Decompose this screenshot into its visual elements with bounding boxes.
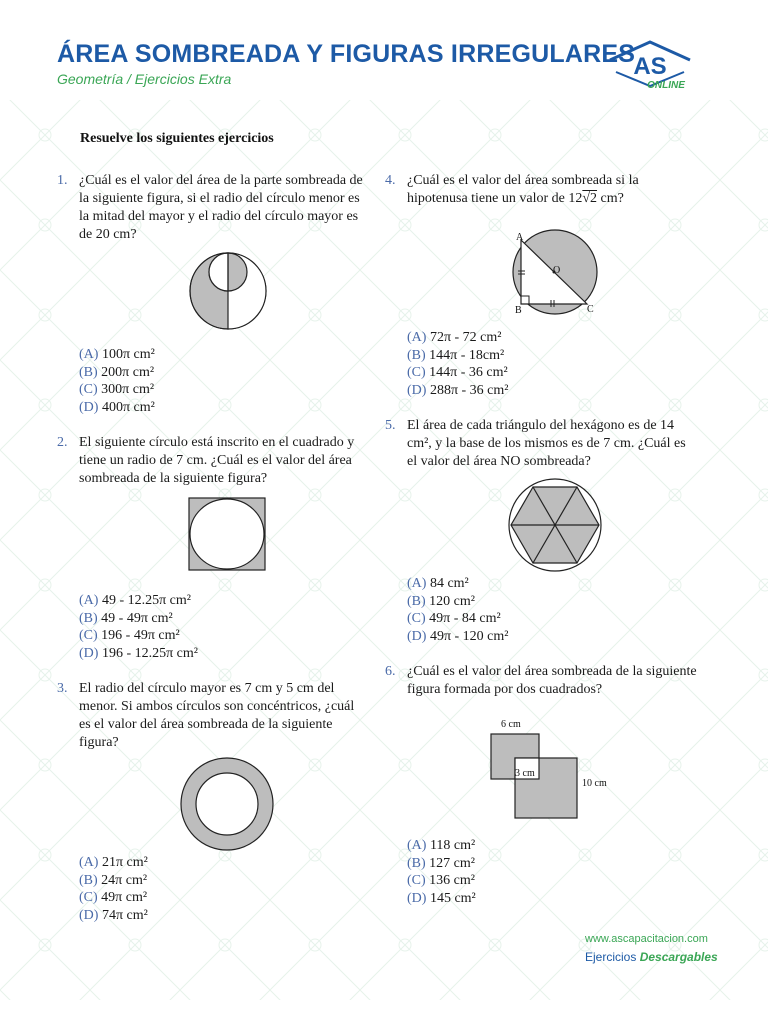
question-text: El siguiente círculo está inscrito en el cuadrado y tiene un radio de 7 cm. ¿Cuál es el valor del área sombreada de la siguiente figura? xyxy=(79,435,355,486)
figure-concentric-ring xyxy=(179,756,275,852)
vertex-label-b: B xyxy=(515,305,522,316)
option-b[interactable]: (B) 144π - 18cm² xyxy=(407,347,505,363)
option-d[interactable]: (D) 400π cm² xyxy=(79,399,155,415)
question-4 xyxy=(385,172,697,208)
option-b[interactable]: (B) 49 - 49π cm² xyxy=(79,610,173,626)
figure-hexagon-in-circle xyxy=(505,478,605,572)
option-a[interactable]: (A) 100π cm² xyxy=(79,347,155,362)
question-6 xyxy=(385,663,697,699)
figure-overlapping-squares xyxy=(485,715,615,820)
page-subtitle: Geometría / Ejercicios Extra xyxy=(57,71,232,87)
options-5 xyxy=(407,575,508,645)
option-c[interactable]: (C) 144π - 36 cm² xyxy=(407,365,508,380)
option-a[interactable]: (A) 118 cm² xyxy=(407,838,476,853)
option-a[interactable]: (A) 21π cm² xyxy=(79,855,148,870)
option-b[interactable]: (B) 200π cm² xyxy=(79,364,155,380)
option-d[interactable]: (D) 145 cm² xyxy=(407,890,476,906)
question-number: 5. xyxy=(385,418,396,433)
figure-circle-in-square xyxy=(188,497,268,571)
question-text: ¿Cuál es el valor del área de la parte sombreada de la siguiente figura, si el radio del círculo menor es la mitad del mayor y el radio del círculo mayor es de 20 cm? xyxy=(79,173,363,242)
label-3cm: 3 cm xyxy=(515,768,535,779)
question-text: ¿Cuál es el valor del área sombreada de la siguiente figura formada por dos cuadrados? xyxy=(407,664,697,697)
question-5 xyxy=(385,417,697,471)
options-1 xyxy=(79,346,155,416)
page-title: ÁREA SOMBREADA Y FIGURAS IRREGULARES xyxy=(57,40,636,68)
label-10cm: 10 cm xyxy=(582,778,607,789)
option-c[interactable]: (C) 49π - 84 cm² xyxy=(407,611,501,626)
option-d[interactable]: (D) 49π - 120 cm² xyxy=(407,628,509,644)
option-c[interactable]: (C) 136 cm² xyxy=(407,873,475,888)
footer-description: Ejercicios Descargables xyxy=(585,950,718,964)
vertex-label-a: A xyxy=(516,232,524,243)
instructions: Resuelve los siguientes ejercicios xyxy=(80,131,274,146)
question-text: El área de cada triángulo del hexágono es de 14 cm², y la base de los mismos es de 7 cm. ¿Cuál es el valor del área NO sombreada? xyxy=(407,418,686,469)
option-b[interactable]: (B) 24π cm² xyxy=(79,872,148,888)
question-number: 2. xyxy=(57,435,68,450)
question-number: 1. xyxy=(57,173,68,188)
question-number: 3. xyxy=(57,681,68,696)
options-2 xyxy=(79,592,198,662)
option-d[interactable]: (D) 74π cm² xyxy=(79,907,148,923)
option-b[interactable]: (B) 120 cm² xyxy=(407,593,475,609)
label-6cm: 6 cm xyxy=(501,719,521,730)
vertex-label-c: C xyxy=(587,304,594,315)
option-d[interactable]: (D) 288π - 36 cm² xyxy=(407,382,509,398)
option-a[interactable]: (A) 49 - 12.25π cm² xyxy=(79,593,191,608)
figure-triangle-in-circle xyxy=(510,228,600,318)
question-text: El radio del círculo mayor es 7 cm y 5 cm del menor. Si ambos círculos son concéntricos, ¿cuál es el valor del área sombreada de la siguiente figura? xyxy=(79,681,355,750)
as-online-logo xyxy=(604,38,696,94)
option-a[interactable]: (A) 72π - 72 cm² xyxy=(407,330,502,345)
options-6 xyxy=(407,837,476,907)
question-3 xyxy=(57,680,359,752)
question-number: 6. xyxy=(385,664,396,679)
logo-tag: ONLINE xyxy=(647,80,685,91)
option-c[interactable]: (C) 49π cm² xyxy=(79,890,148,905)
question-text: ¿Cuál es el valor del área sombreada si la hipotenusa tiene un valor de 12√2 cm? xyxy=(407,173,639,206)
option-c[interactable]: (C) 300π cm² xyxy=(79,382,155,397)
question-number: 4. xyxy=(385,173,396,188)
radical-sqrt2: √2 xyxy=(582,191,598,206)
footer-url[interactable]: www.ascapacitacion.com xyxy=(585,933,708,945)
logo-mark: AS xyxy=(633,53,667,80)
question-1 xyxy=(57,172,369,244)
figure-yin-yang-circles xyxy=(188,251,268,331)
options-4 xyxy=(407,329,508,399)
center-label-o: O xyxy=(553,265,561,276)
option-d[interactable]: (D) 196 - 12.25π cm² xyxy=(79,645,198,661)
options-3 xyxy=(79,854,148,924)
option-b[interactable]: (B) 127 cm² xyxy=(407,855,475,871)
question-2 xyxy=(57,434,371,488)
option-a[interactable]: (A) 84 cm² xyxy=(407,576,469,591)
option-c[interactable]: (C) 196 - 49π cm² xyxy=(79,628,180,643)
